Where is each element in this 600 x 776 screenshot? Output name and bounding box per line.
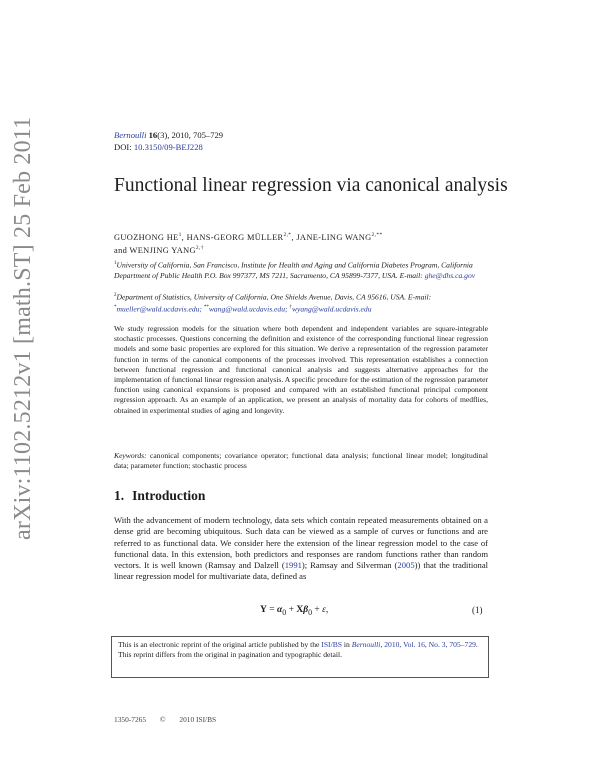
author-name: WENJING YANG <box>129 246 196 256</box>
email-link[interactable]: mueller@wald.ucdavis.edu; <box>116 304 202 314</box>
abstract: We study regression models for the situation where both dependent and independent variables are square-integrable stochastic processes. Questions concerning the definition and existence of the corresponding functional linear regression models and some basic properties are explored for this situation. We derive a representation of the regression parameter function in terms of the canonical components of the processes involved. This representation establishes a connection between functional regression and functional canonical analysis and suggests alternative approaches for the implementation of functional linear regression analysis. A specific procedure for the estimation of the regression parameter function using canonical expansions is proposed and compared with an established functional principal component regression approach. As an example of an application, we present an analysis of mortality data for cohorts of medflies, obtained in experimental studies of aging and longevity. <box>114 324 488 415</box>
author-name: HANS-GEORG MÜLLER <box>186 232 284 242</box>
eq-symbol: α <box>276 605 283 615</box>
author-conjunction: and <box>114 246 128 256</box>
citation-link[interactable]: 2010, Vol. 16, No. 3, 705–729 <box>384 640 476 649</box>
reprint-text: This is an electronic reprint of the original article published by the <box>118 640 320 649</box>
journal-citation <box>114 130 223 140</box>
author-affil-mark: 2,** <box>371 232 383 238</box>
email-link[interactable]: ghe@dhs.ca.gov <box>424 270 476 280</box>
affiliation-1 <box>114 259 494 281</box>
reprint-text: . This reprint differs from the original in pagination and typographic detail. <box>118 640 478 660</box>
affiliation-2 <box>114 291 494 314</box>
journal-name-link[interactable]: Bernoulli <box>114 130 147 140</box>
email-mark: ** <box>203 304 209 310</box>
eq-symbol: + <box>286 605 297 615</box>
keywords <box>114 451 488 471</box>
eq-symbol: = <box>266 605 277 615</box>
section-heading <box>114 488 205 504</box>
doi-line <box>114 142 203 152</box>
email-link[interactable]: wang@wald.ucdavis.edu; <box>208 304 288 314</box>
eq-symbol: β <box>303 605 309 615</box>
citation-link[interactable]: 1991 <box>284 560 302 571</box>
reprint-notice <box>111 636 489 678</box>
affiliation-mark: 2 <box>114 293 117 298</box>
author-affil-mark: 2,* <box>283 232 292 238</box>
reprint-text: , <box>380 640 383 649</box>
eq-symbol: ε, <box>322 605 329 615</box>
eq-symbol: + <box>312 605 323 615</box>
doi-link[interactable]: 10.3150/09-BEJ228 <box>133 142 203 152</box>
email-mark: * <box>114 304 117 310</box>
eq-symbol: X <box>296 605 304 615</box>
journal-volume: 16 <box>148 130 158 140</box>
keywords-label: Keywords: <box>114 451 147 460</box>
page-footer <box>114 715 228 724</box>
issn: 1350-7265 <box>114 715 147 724</box>
reprint-text: in <box>343 640 350 649</box>
equation <box>260 605 328 617</box>
paper-title: Functional linear regression via canonical analysis <box>114 175 508 196</box>
journal-link[interactable]: Bernoulli <box>351 640 381 649</box>
author-name: GUOZHONG HE <box>114 232 179 242</box>
author-affil-mark: 1 <box>178 232 182 238</box>
section-title: Introduction <box>132 488 206 503</box>
intro-text: With the advancement of modern technology, data sets which contain repeated measurements obtained on a dense grid are becoming ubiquitous. Such data can be viewed as a sample of curves or functions and are referred to as functional data. We consider here the extension of the linear regression model to the case of functional data. In this extension, both predictors and responses are random functions rather than random vectors. It is well known (Ramsay and Dalzell ( <box>114 515 488 571</box>
affiliation-text: University of California, San Francisco, Institute for Health and Aging and California Diabetes Program, California Department of Public Health P.O. Box 997377, MS 7211, Sacramento, CA 95899-7377, USA. E-mail: <box>114 260 473 280</box>
email-mark: † <box>289 304 292 310</box>
doi-label: DOI: <box>114 142 132 152</box>
author-list: GUOZHONG $HE^1$, HANS-GEORG $MÜLLER^{2,*}$, JANE-LING $WANG^{2,**}$ and WENJING $YANG^{2,\dagger}$ <box>114 232 383 256</box>
affiliation-text: Department of Statistics, University of California, One Shields Avenue, Davis, CA 95616, USA. E-mail: <box>116 292 432 302</box>
eq-subscript: 0 <box>282 607 287 617</box>
intro-text: )) that the traditional linear regression model for multivariate data, defined as <box>114 560 489 582</box>
publisher-link[interactable]: ISI/BS <box>321 640 342 649</box>
equation-number: (1) <box>472 605 483 615</box>
author-affil-mark: 2,† <box>195 245 204 252</box>
email-link[interactable]: wyang@wald.ucdavis.edu <box>291 304 372 314</box>
arxiv-side-stamp: arXiv:1102.5212v1 [math.ST] 25 Feb 2011 <box>10 116 36 540</box>
journal-issue-pages: (3), 2010, 705–729 <box>157 130 224 140</box>
eq-subscript: 0 <box>308 607 313 617</box>
section-number: 1. <box>114 488 125 503</box>
eq-symbol: Y <box>260 605 267 615</box>
copyright-symbol: © <box>159 715 166 724</box>
copyright-holder: 2010 ISI/BS <box>179 715 217 724</box>
citation-link[interactable]: 2005 <box>397 560 415 571</box>
intro-text: ); Ramsay and Silverman ( <box>301 560 398 571</box>
affiliation-mark: 1 <box>114 261 117 266</box>
intro-paragraph <box>114 515 488 583</box>
keywords-list: canonical components; covariance operator; functional data analysis; functional linear model; longitudinal data; parameter function; stochastic process <box>114 451 489 471</box>
author-name: JANE-LING WANG <box>296 232 372 242</box>
